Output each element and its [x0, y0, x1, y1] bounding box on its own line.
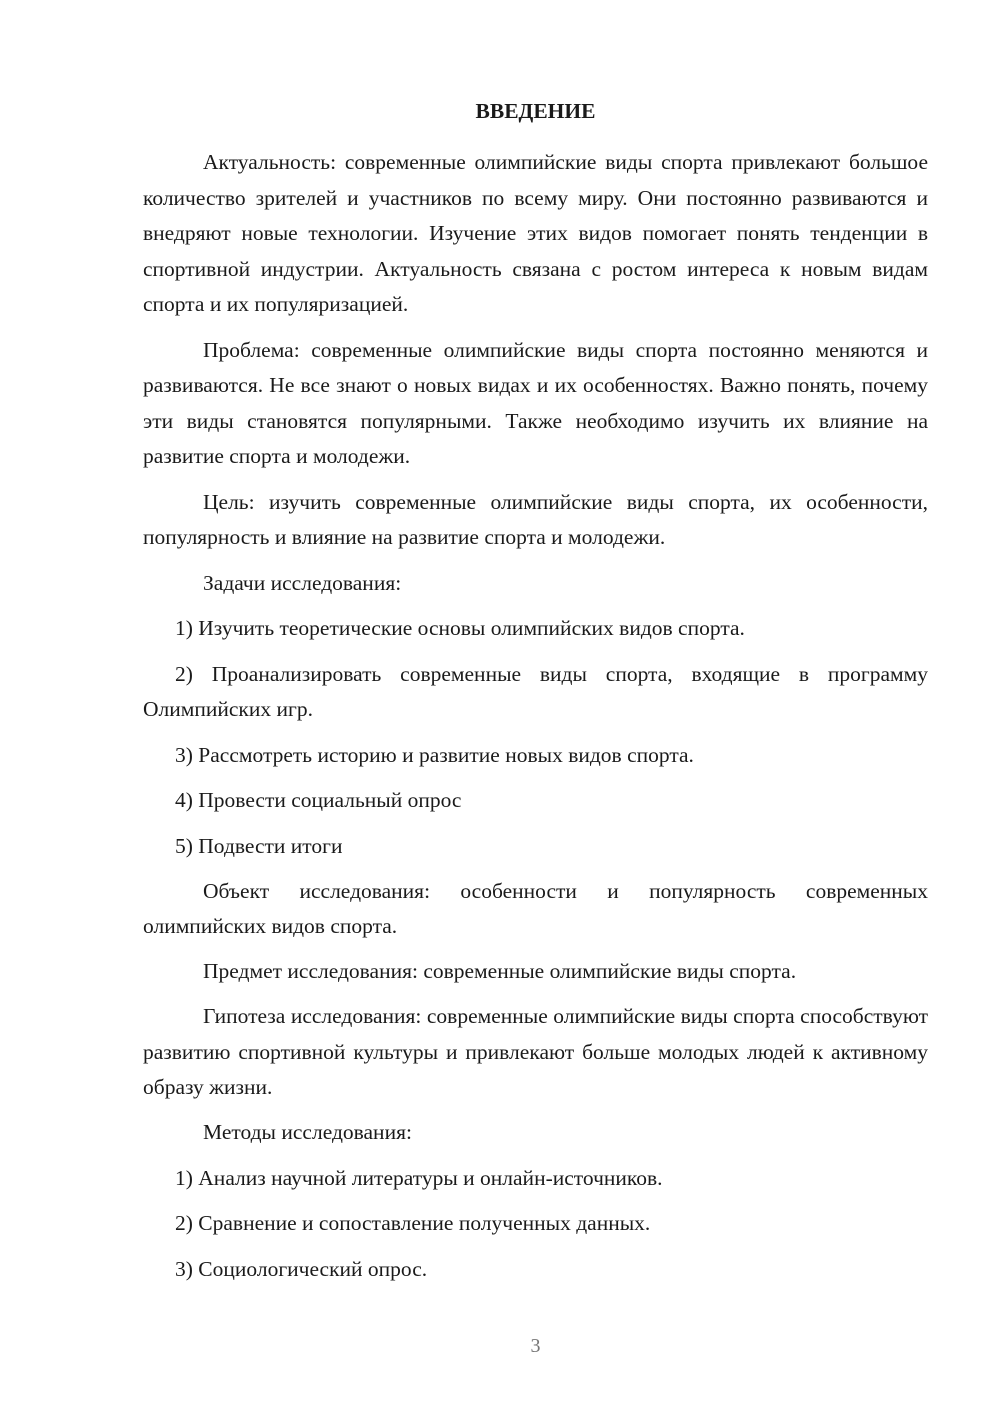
list-item: 2) Сравнение и сопоставление полученных данных.	[175, 1211, 651, 1235]
list-item: 4) Провести социальный опрос	[175, 788, 462, 812]
tasks-heading: Задачи исследования:	[203, 570, 402, 595]
section-heading: ВВЕДЕНИЕ	[475, 99, 596, 123]
hypothesis-paragraph: Гипотеза исследования: современные олимпийские виды спорта способствуют развитию спортивной культуры и привлекают больше молодых людей к активному образу жизни.	[143, 1004, 928, 1099]
list-item: 5) Подвести итоги	[175, 833, 343, 858]
tasks-list	[143, 611, 928, 864]
methods-heading: Методы исследования:	[203, 1120, 412, 1144]
relevance-paragraph: Актуальность: современные олимпийские виды спорта привлекают большое количество зрителей и участников по всему миру. Они постоянно развиваются и внедряют новые технологии. Изучение этих видов помогает понять тенденции в спортивной индустрии. Актуальность связана с ростом интереса к новым видам спорта и их популяризацией.	[143, 150, 928, 316]
problem-paragraph: Проблема: современные олимпийские виды спорта постоянно меняются и развиваются. Не все знают о новых видах и их особенностях. Важно понять, почему эти виды становятся популярными. Также необходимо изучить их влияние на развитие спорта и молодежи.	[143, 337, 928, 468]
list-item: 3) Рассмотреть историю и развитие новых видов спорта.	[175, 742, 694, 767]
list-item: 2) Проанализировать современные виды спорта, входящие в программу Олимпийских игр.	[143, 661, 928, 721]
object-paragraph: Объект исследования: особенности и популярность современных олимпийских видов спорта.	[143, 878, 928, 938]
methods-list	[143, 1161, 928, 1288]
list-item: 3) Социологический опрос.	[175, 1256, 428, 1281]
page-number: 3	[530, 1335, 541, 1357]
subject-paragraph: Предмет исследования: современные олимпийские виды спорта.	[203, 959, 797, 983]
document-page	[143, 0, 928, 1414]
list-item: 1) Изучить теоретические основы олимпийских видов спорта.	[175, 616, 745, 640]
goal-paragraph: Цель: изучить современные олимпийские виды спорта, их особенности, популярность и влияние на развитие спорта и молодежи.	[143, 489, 928, 549]
list-item: 1) Анализ научной литературы и онлайн-источников.	[175, 1165, 663, 1190]
page-body	[143, 145, 928, 1287]
